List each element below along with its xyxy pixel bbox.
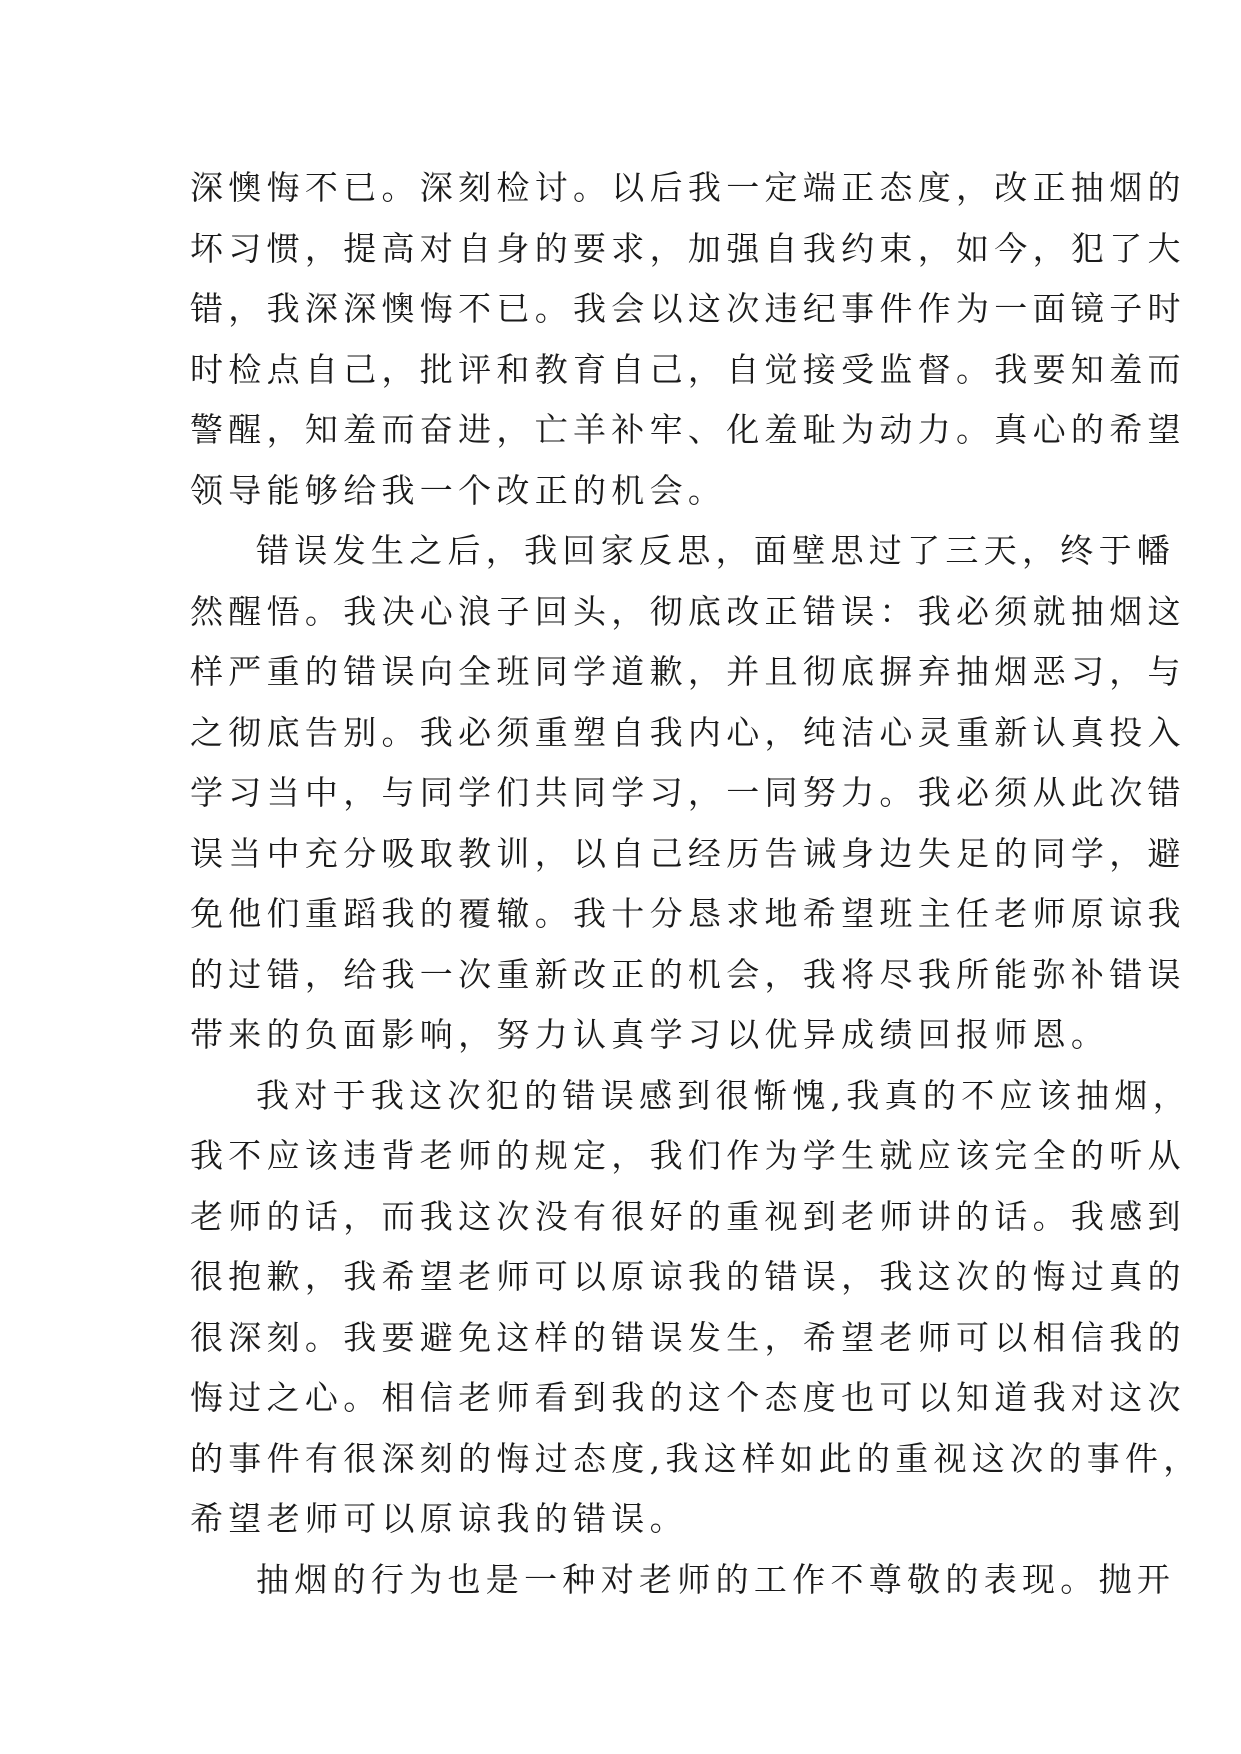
text-line-first: 我对于我这次犯的错误感到很惭愧,我真的不应该抽烟， [256,1075,1191,1115]
text-line-first: 抽烟的行为也是一种对老师的工作不尊敬的表现。抛开 [256,1559,1176,1599]
text-line: 悔过之心。相信老师看到我的这个态度也可以知道我对这次 [190,1378,1186,1417]
document-body [190,158,1202,1610]
text-line: 带来的负面影响，努力认真学习以优异成绩回报师恩。 [190,1015,1110,1054]
text-line: 警醒，知羞而奋进，亡羊补牢、化羞耻为动力。真心的希望 [190,410,1186,449]
text-line: 很深刻。我要避免这样的错误发生，希望老师可以相信我的 [190,1317,1186,1357]
text-line: 误当中充分吸取教训，以自己经历告诫身边失足的同学，避 [190,833,1186,873]
text-line: 的过错，给我一次重新改正的机会，我将尽我所能弥补错误 [190,954,1186,994]
text-line: 错，我深深懊悔不已。我会以这次违纪事件作为一面镜子时 [190,289,1186,328]
paragraph-4 [190,1550,1176,1611]
text-line: 样严重的错误向全班同学道歉，并且彻底摒弃抽烟恶习，与 [190,652,1186,691]
paragraph-1 [190,158,1186,521]
text-line: 免他们重蹈我的覆辙。我十分恳求地希望班主任老师原谅我 [190,894,1186,933]
text-line: 领导能够给我一个改正的机会。 [190,470,727,510]
text-line: 时检点自己，批评和教育自己，自觉接受监督。我要知羞而 [190,349,1186,389]
text-line: 学习当中，与同学们共同学习，一同努力。我必须从此次错 [190,773,1186,812]
text-line: 我不应该违背老师的规定，我们作为学生就应该完全的听从 [190,1136,1186,1175]
text-line: 深懊悔不已。深刻检讨。以后我一定端正态度，改正抽烟的 [190,168,1186,207]
text-line: 坏习惯，提高对自身的要求，加强自我约束，如今，犯了大 [190,228,1186,268]
text-line-first: 错误发生之后，我回家反思，面壁思过了三天，终于幡 [256,531,1176,570]
text-line: 然醒悟。我决心浪子回头，彻底改正错误：我必须就抽烟这 [190,591,1186,631]
text-line: 老师的话，而我这次没有很好的重视到老师讲的话。我感到 [190,1196,1186,1236]
paragraph-3 [190,1066,1202,1550]
text-line: 很抱歉，我希望老师可以原谅我的错误，我这次的悔过真的 [190,1257,1186,1296]
text-line: 的事件有很深刻的悔过态度,我这样如此的重视这次的事件， [190,1438,1202,1478]
text-line: 之彻底告别。我必须重塑自我内心，纯洁心灵重新认真投入 [190,712,1186,752]
text-line: 希望老师可以原谅我的错误。 [190,1499,688,1538]
paragraph-2 [190,521,1186,1066]
